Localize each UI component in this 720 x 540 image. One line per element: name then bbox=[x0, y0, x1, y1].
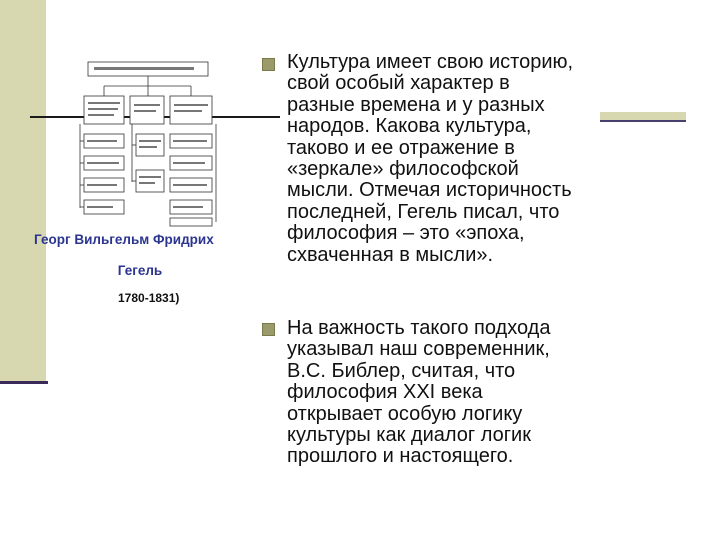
text-line: культуры как диалог логик bbox=[287, 424, 531, 447]
text-line: схваченная в мысли». bbox=[287, 243, 494, 266]
text-line: философия XXI века bbox=[287, 381, 483, 404]
text-line: философия – это «эпоха, bbox=[287, 222, 525, 245]
text-line: На важность такого подхода bbox=[287, 317, 551, 339]
text-line: Культура имеет свою историю, bbox=[287, 51, 574, 73]
text-line: открывает особую логику bbox=[287, 402, 523, 425]
text-line: народов. Какова культура, bbox=[287, 115, 532, 138]
bullet-square-icon bbox=[262, 323, 275, 336]
text-line: прошлого и настоящего. bbox=[287, 445, 514, 468]
text-line: указывал наш современник, bbox=[287, 338, 550, 361]
bullet-square-icon bbox=[262, 58, 275, 71]
text-line: мысли. Отмечая историчность bbox=[287, 179, 572, 202]
diagram-thumbnail bbox=[78, 58, 218, 228]
text-line: разные времена и у разных bbox=[287, 93, 545, 116]
caption-name-line2: Гегель bbox=[117, 263, 163, 278]
text-line: таково и ее отражение в bbox=[287, 136, 515, 159]
bullet-text bbox=[287, 52, 687, 266]
caption-name-line1: Георг Вильгельм Фридрих bbox=[34, 232, 214, 247]
text-line: свой особый характер в bbox=[287, 72, 510, 95]
caption-years: 1780-1831) bbox=[118, 291, 180, 305]
left-decor-underline bbox=[0, 381, 48, 384]
text-line: последней, Гегель писал, что bbox=[287, 200, 560, 223]
left-decor-band bbox=[0, 0, 46, 382]
text-line: В.С. Библер, считая, что bbox=[287, 359, 516, 382]
bullet-text bbox=[287, 318, 687, 468]
text-line: «зеркале» философской bbox=[287, 158, 519, 181]
